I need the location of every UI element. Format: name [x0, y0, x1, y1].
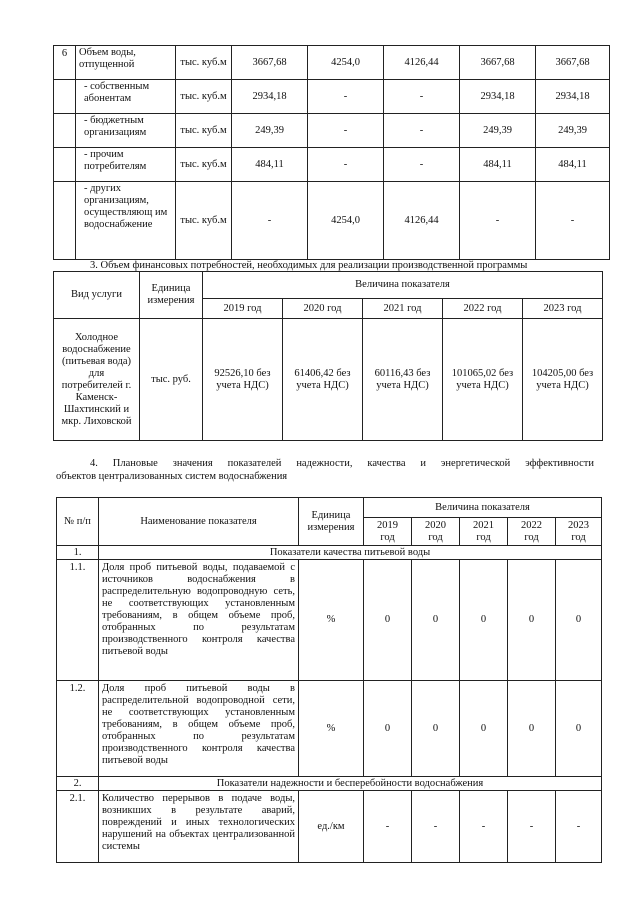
indicator-value: 0: [508, 560, 556, 681]
col-value-header: Величина показателя: [364, 498, 602, 518]
group2-num: 2.: [57, 777, 99, 791]
row-num-empty: [54, 182, 76, 260]
indicator-value: -: [412, 791, 460, 863]
indicator-value: 0: [556, 560, 602, 681]
volume-value: 3667,68: [232, 46, 308, 80]
indicator-unit: %: [299, 560, 364, 681]
year-header: 2022 год: [443, 299, 523, 319]
volume-name: Объем воды, отпущенной: [76, 46, 176, 80]
volume-name: - прочим потребителям: [76, 148, 176, 182]
table-row: [54, 182, 610, 260]
indicator-value: -: [508, 791, 556, 863]
indicator-value: 0: [364, 560, 412, 681]
indicator-value: 0: [460, 681, 508, 777]
indicator-unit: %: [299, 681, 364, 777]
volume-value: 4126,44: [384, 46, 460, 80]
volume-value: 2934,18: [536, 80, 610, 114]
volume-value: 2934,18: [460, 80, 536, 114]
year-header: 2022 год: [508, 518, 556, 546]
volume-unit: тыс. куб.м: [176, 114, 232, 148]
volume-value: 484,11: [536, 148, 610, 182]
row-num-empty: [54, 80, 76, 114]
row-num: 1.2.: [57, 681, 99, 777]
volume-value: -: [536, 182, 610, 260]
table-row: [54, 148, 610, 182]
table-row: [54, 46, 610, 80]
volume-value: 2934,18: [232, 80, 308, 114]
volume-value: -: [232, 182, 308, 260]
volume-value: 249,39: [536, 114, 610, 148]
row-num: 2.1.: [57, 791, 99, 863]
volume-value: -: [384, 148, 460, 182]
indicator-value: -: [460, 791, 508, 863]
col-unit-header: Единица измерения: [299, 498, 364, 546]
finance-value: 61406,42 без учета НДС): [283, 319, 363, 441]
volume-unit: тыс. куб.м: [176, 182, 232, 260]
year-header: 2021 год: [460, 518, 508, 546]
group2-title: Показатели надежности и бесперебойности водоснабжения: [99, 777, 602, 791]
indicator-value: 0: [508, 681, 556, 777]
year-header: 2019 год: [364, 518, 412, 546]
volume-value: -: [308, 114, 384, 148]
volume-value: 3667,68: [460, 46, 536, 80]
col-service-header: Вид услуги: [54, 272, 140, 319]
indicator-value: 0: [364, 681, 412, 777]
indicators-table: [56, 497, 602, 863]
group1-title: Показатели качества питьевой воды: [99, 546, 602, 560]
volume-value: 484,11: [460, 148, 536, 182]
finance-table: [53, 271, 603, 441]
indicator-value: 0: [460, 560, 508, 681]
finance-value: 101065,02 без учета НДС): [443, 319, 523, 441]
water-volume-table: [53, 45, 610, 260]
indicator-unit: ед./км: [299, 791, 364, 863]
finance-value: 92526,10 без учета НДС): [203, 319, 283, 441]
indicator-value: 0: [412, 681, 460, 777]
indicator-name: Доля проб питьевой воды в распределительной водопроводной сети, не соответствующих установленным требованиям, в общем объеме проб, отобранных по результатам производственного контроля качества питьевой воды: [99, 681, 299, 777]
table-row: [54, 114, 610, 148]
year-header: 2020 год: [283, 299, 363, 319]
volume-value: -: [460, 182, 536, 260]
volume-value: 249,39: [232, 114, 308, 148]
volume-unit: тыс. куб.м: [176, 148, 232, 182]
volume-value: 3667,68: [536, 46, 610, 80]
indicator-value: 0: [556, 681, 602, 777]
row-num-empty: [54, 148, 76, 182]
group1-num: 1.: [57, 546, 99, 560]
volume-value: 4254,0: [308, 46, 384, 80]
row-num: 6: [54, 46, 76, 80]
indicator-name: Доля проб питьевой воды, подаваемой с источников водоснабжения в распределительную водопроводную сеть, не соответствующих установленным требованиям, в общем объеме проб, отобранных по результатам производственного контроля качества питьевой воды: [99, 560, 299, 681]
indicator-name: Количество перерывов в подаче воды, возникших в результате аварий, повреждений и иных технологических нарушений на объектах централизованной системы: [99, 791, 299, 863]
section4-heading-line2: объектов централизованных систем водоснабжения: [56, 471, 288, 482]
volume-value: 249,39: [460, 114, 536, 148]
section4-heading: [56, 457, 594, 483]
indicator-value: -: [556, 791, 602, 863]
section4-heading-line1: 4. Плановые значения показателей надежности, качества и энергетической эффективности: [90, 458, 594, 469]
volume-value: 4254,0: [308, 182, 384, 260]
year-header: 2023 год: [556, 518, 602, 546]
col-num-header: № п/п: [57, 498, 99, 546]
volume-name: - бюджетным организациям: [76, 114, 176, 148]
volume-name: - собственным абонентам: [76, 80, 176, 114]
volume-value: 484,11: [232, 148, 308, 182]
service-unit: тыс. руб.: [140, 319, 203, 441]
volume-value: -: [308, 80, 384, 114]
finance-value: 104205,00 без учета НДС): [523, 319, 603, 441]
col-name-header: Наименование показателя: [99, 498, 299, 546]
volume-value: -: [308, 148, 384, 182]
service-name: Холодное водоснабжение (питьевая вода) для потребителей г. Каменск-Шахтинский и мкр. Лиховской: [54, 319, 140, 441]
section3-heading: 3. Объем финансовых потребностей, необходимых для реализации производственной программы: [90, 260, 528, 271]
indicator-value: 0: [412, 560, 460, 681]
volume-value: -: [384, 114, 460, 148]
year-header: 2020 год: [412, 518, 460, 546]
row-num: 1.1.: [57, 560, 99, 681]
volume-value: 4126,44: [384, 182, 460, 260]
row-num-empty: [54, 114, 76, 148]
indicator-value: -: [364, 791, 412, 863]
year-header: 2019 год: [203, 299, 283, 319]
volume-unit: тыс. куб.м: [176, 80, 232, 114]
volume-name: - других организациям, осуществляющ им водоснабжение: [76, 182, 176, 260]
year-header: 2021 год: [363, 299, 443, 319]
table-row: [54, 80, 610, 114]
finance-value: 60116,43 без учета НДС): [363, 319, 443, 441]
col-unit-header: Единица измерения: [140, 272, 203, 319]
volume-value: -: [384, 80, 460, 114]
volume-unit: тыс. куб.м: [176, 46, 232, 80]
col-value-header: Величина показателя: [203, 272, 603, 299]
year-header: 2023 год: [523, 299, 603, 319]
